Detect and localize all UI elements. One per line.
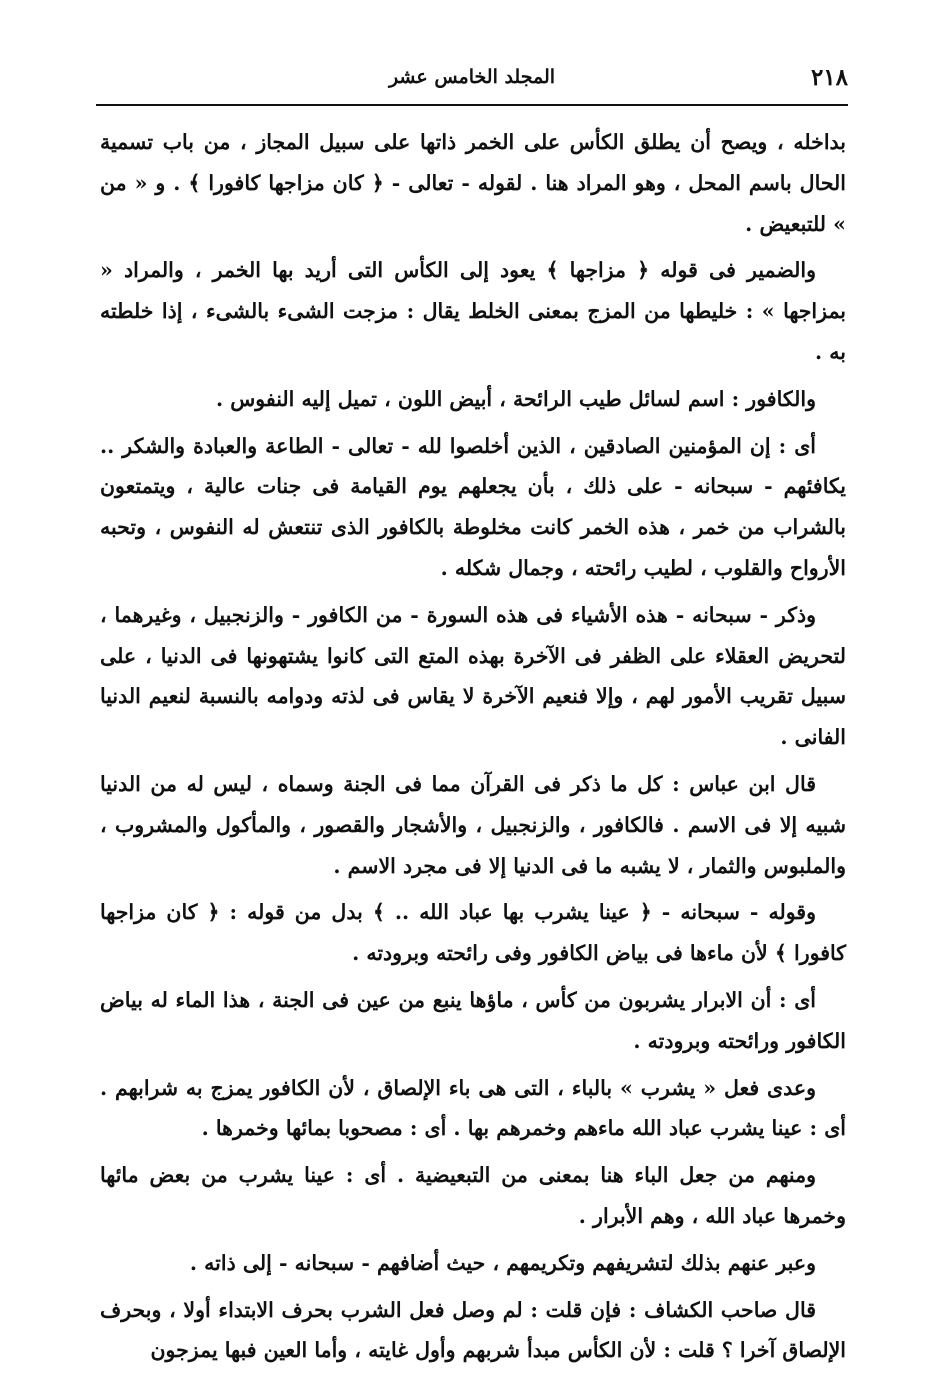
paragraph: والضمير فى قوله ﴿ مزاجها ﴾ يعود إلى الكأس التى أريد بها الخمر ، والمراد « بمزاجها » : خليطها من المزج بمعنى الخلط يقال : مزجت الشىء بالشىء ، إذا خلطته به . bbox=[100, 258, 846, 364]
paragraph: وقوله - سبحانه - ﴿ عينا يشرب بها عباد الله .. ﴾ بدل من قوله : ﴿ كان مزاجها كافورا ﴾ لأن ماءها فى بياض الكافور وفى رائحته وبرودته . bbox=[100, 900, 846, 966]
page-number: ٢١٨ bbox=[810, 64, 848, 91]
paragraph: وعدى فعل « يشرب » بالباء ، التى هى باء الإلصاق ، لأن الكافور يمزج به شرابهم . أى : عينا يشرب عباد الله ماءهم وخمرهم بها . أى : مصحوبا بمائها وخمرها . bbox=[100, 1075, 846, 1141]
paragraph: أى : أن الابرار يشربون من كأس ، ماؤها ينبع من عين فى الجنة ، هذا الماء له بياض الكافور ورائحته وبرودته . bbox=[100, 987, 846, 1053]
paragraph: ومنهم من جعل الباء هنا بمعنى من التبعيضية . أى : عينا يشرب من بعض مائها وخمرها عباد الله ، وهم الأبرار . bbox=[100, 1163, 846, 1228]
paragraph: وذكر - سبحانه - هذه الأشياء فى هذه السورة - من الكافور - والزنجبيل ، وغيرهما ، لتحريض العقلاء على الظفر فى الآخرة بهذه المتع التى كانوا يشتهونها فى الدنيا ، على سبيل تقريب الأمور لهم ، وإلا فنعيم الآخرة لا يقاس فى لذته ودوامه بالنسبة لنعيم الدنيا الفانى . bbox=[100, 602, 846, 750]
paragraph: أى : إن المؤمنين الصادقين ، الذين أخلصوا لله - تعالى - الطاعة والعبادة والشكر .. يكافئهم - سبحانه - على ذلك ، بأن يجعلهم يوم القيامة فى جنات عالية ، ويتمتعون بالشراب من خمر ، هذه الخمر كانت مخلوطة بالكافور الذى تنتعش له النفوس ، وتحبه الأرواح والقلوب ، لطيب رائحته ، وجمال شكله . bbox=[100, 433, 846, 580]
page-header bbox=[96, 62, 848, 102]
running-title: المجلد الخامس عشر bbox=[388, 66, 556, 88]
page-body bbox=[100, 122, 846, 1377]
header-rule bbox=[96, 104, 848, 106]
paragraph: وعبر عنهم بذلك لتشريفهم وتكريمهم ، حيث أضافهم - سبحانه - إلى ذاته . bbox=[189, 1250, 816, 1275]
paragraph: والكافور : اسم لسائل طيب الرائحة ، أبيض اللون ، تميل إليه النفوس . bbox=[215, 386, 816, 411]
paragraph: بداخله ، ويصح أن يطلق الكأس على الخمر ذاتها على سبيل المجاز ، من باب تسمية الحال باسم المحل ، وهو المراد هنا . لقوله - تعالى - ﴿ كان مزاجها كافورا ﴾ . و « من » للتبعيض . bbox=[100, 130, 846, 236]
paragraph: قال ابن عباس : كل ما ذكر فى القرآن مما فى الجنة وسماه ، ليس له من الدنيا شبيه إلا فى الاسم . فالكافور ، والزنجبيل ، والأشجار والقصور ، والمأكول والمشروب ، والملبوس والثمار ، لا يشبه ما فى الدنيا إلا فى مجرد الاسم . bbox=[100, 771, 846, 878]
paragraph: قال صاحب الكشاف : فإن قلت : لم وصل فعل الشرب بحرف الابتداء أولا ، وبحرف الإلصاق آخرا ؟ قلت : لأن الكأس مبدأ شربهم وأول غايته ، وأما العين فبها يمزجون bbox=[100, 1297, 846, 1363]
